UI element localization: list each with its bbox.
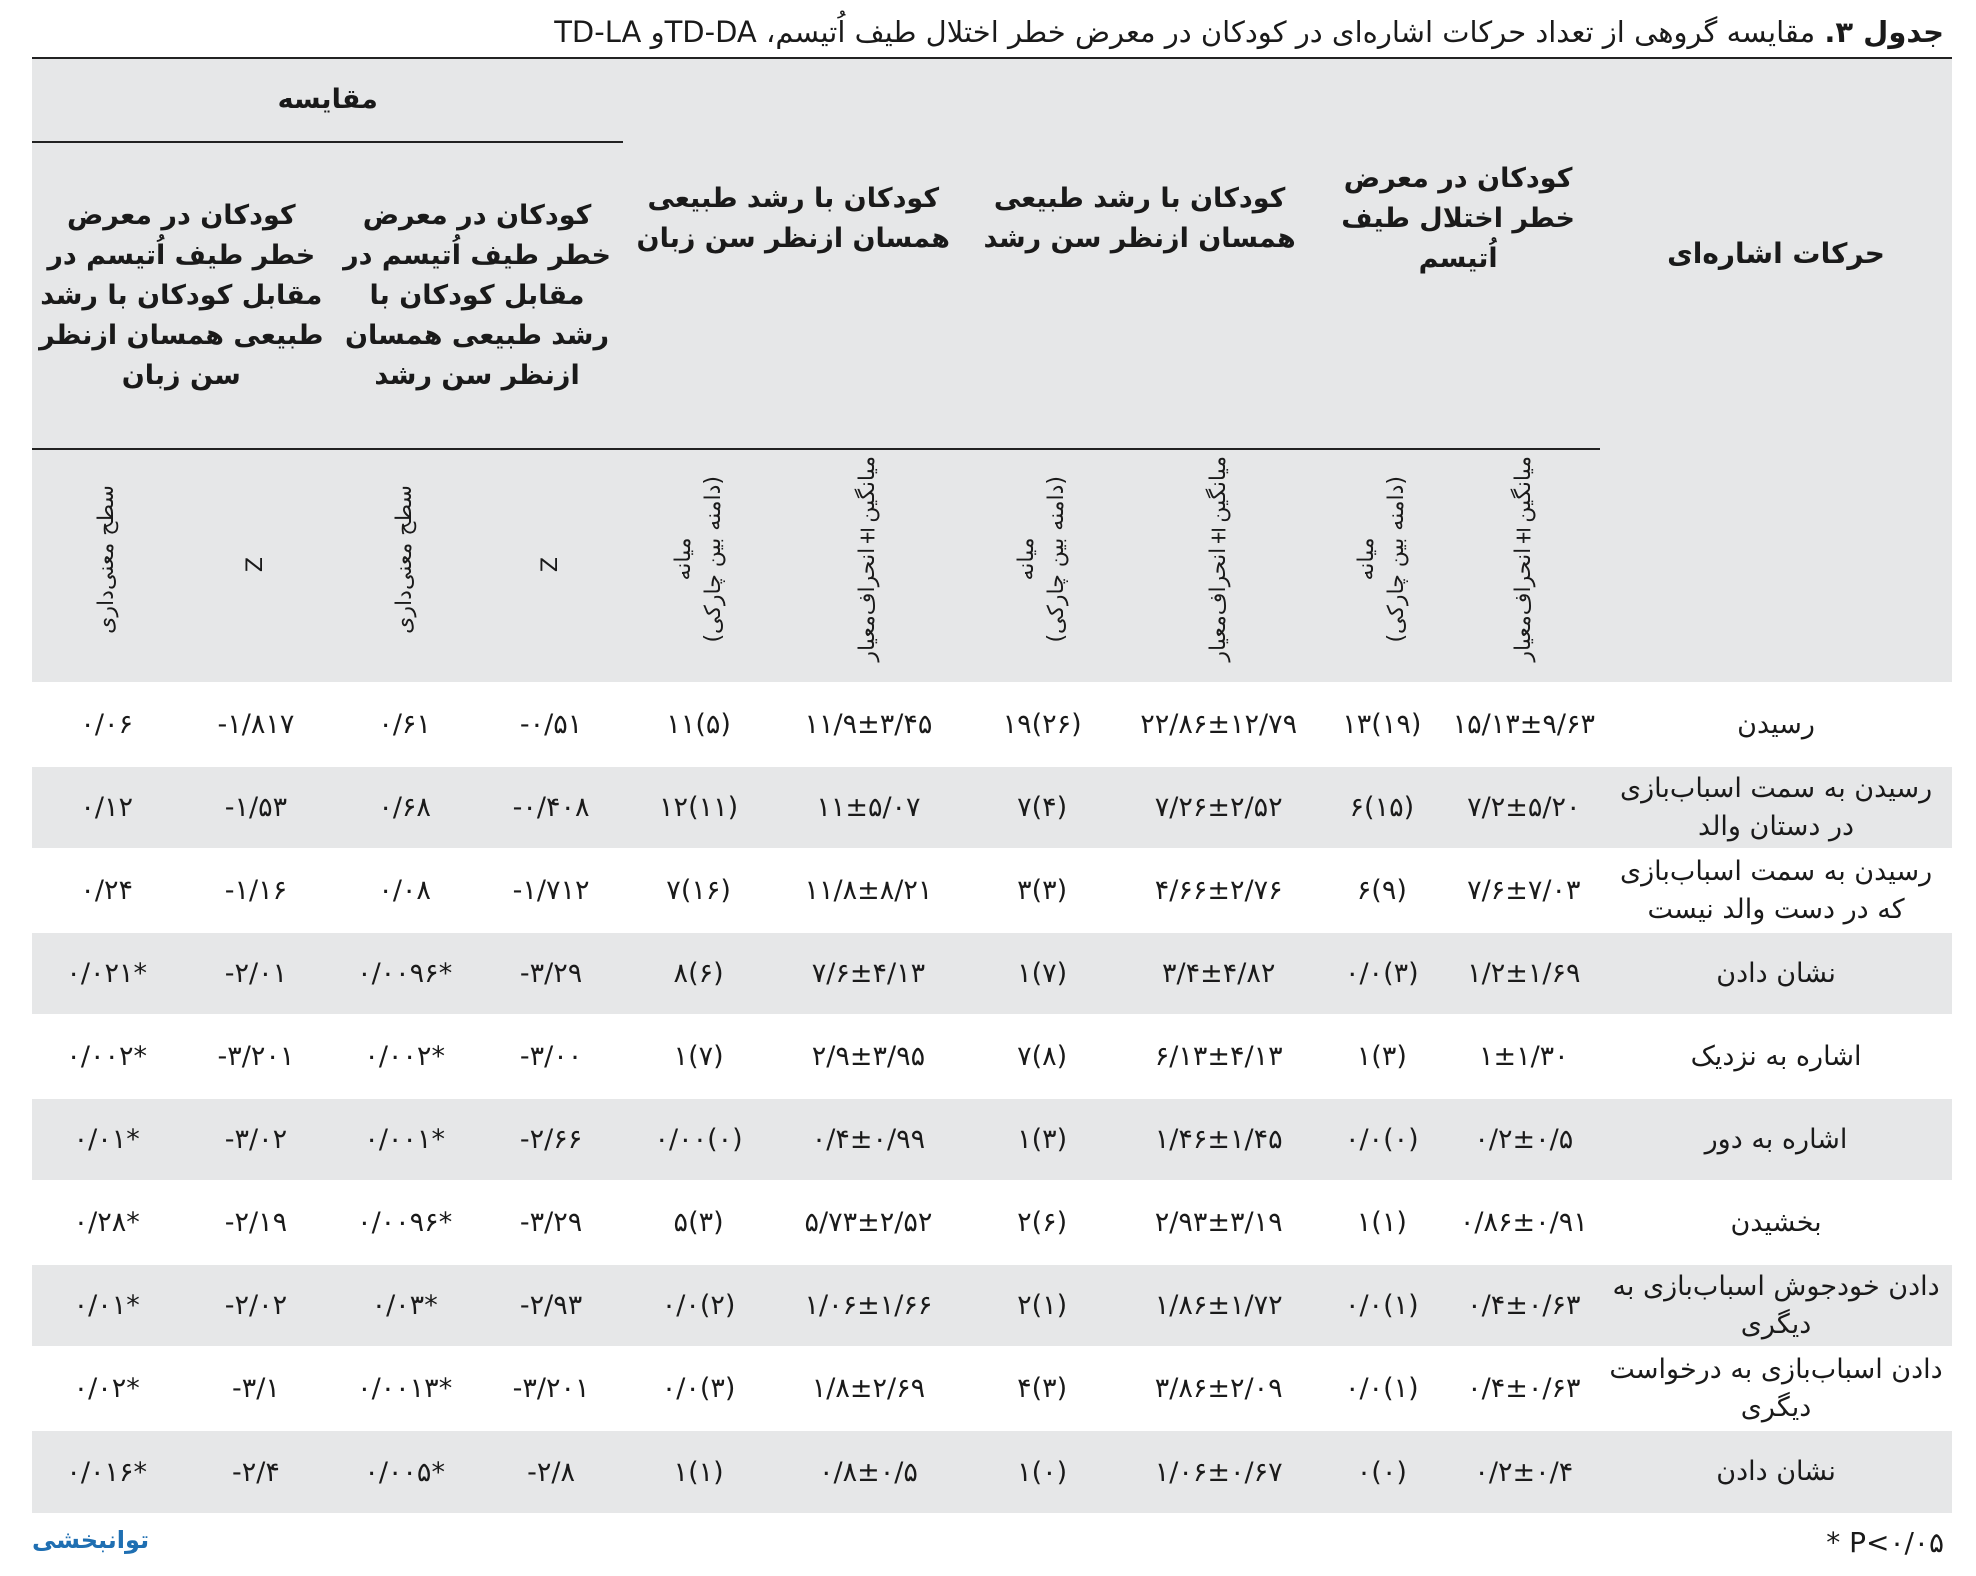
- group-header-asd: [1316, 58, 1600, 449]
- caption-prefix: جدول ۳.: [1824, 15, 1944, 49]
- table-body: [32, 683, 1952, 1513]
- group-header-td-la: [623, 58, 963, 449]
- cell-p2: ۰/۱۲: [32, 766, 181, 849]
- cell-la-mean: ۰/۸±۰/۵: [774, 1430, 963, 1513]
- cell-asd-med: (۱)۰/۰: [1316, 1347, 1447, 1430]
- cell-p2: *۰/۰۱: [32, 1098, 181, 1181]
- col-p1: سطح معنی‌داری: [391, 484, 417, 634]
- col-tdda-mean: میانگین±انحراف‌معیار: [1121, 449, 1316, 683]
- cell-p1: ۰/۰۸: [331, 849, 479, 932]
- cell-z1: ۳/۲۹-: [479, 932, 624, 1015]
- cell-la-med: (۵)۱۱: [623, 683, 773, 766]
- cell-label: بخشیدن: [1600, 1181, 1952, 1264]
- cell-z2: ۲/۰۱-: [181, 932, 330, 1015]
- cell-z2: ۲/۰۲-: [181, 1264, 330, 1347]
- cell-p1: *۰/۰۰۵: [331, 1430, 479, 1513]
- comparison-asd-vs-tdda: کودکان در معرض خطر طیف اُتیسم در مقابل کودکان با رشد طبیعی همسان ازنظر سن رشد: [331, 142, 624, 449]
- table-row: [32, 683, 1952, 766]
- cell-z2: ۲/۱۹-: [181, 1181, 330, 1264]
- cell-da-mean: ۳/۸۶±۲/۰۹: [1121, 1347, 1316, 1430]
- cell-z1: ۲/۶۶-: [479, 1098, 624, 1181]
- cell-z1: ۲/۸-: [479, 1430, 624, 1513]
- cell-asd-med: (۱)۰/۰: [1316, 1264, 1447, 1347]
- col-tdla-mean: میانگین±انحراف‌معیار: [774, 449, 963, 683]
- cell-z1: ۱/۷۱۲-: [479, 849, 624, 932]
- col-tdda-median: میانه (دامنه بین چارکی): [963, 449, 1121, 683]
- cell-da-med: (۸)۷: [963, 1015, 1121, 1098]
- cell-da-med: (۷)۱: [963, 932, 1121, 1015]
- cell-da-med: (۳)۱: [963, 1098, 1121, 1181]
- cell-asd-med: (۰)۰: [1316, 1430, 1447, 1513]
- cell-la-mean: ۰/۴±۰/۹۹: [774, 1098, 963, 1181]
- cell-da-mean: ۱/۰۶±۰/۶۷: [1121, 1430, 1316, 1513]
- cell-z2: ۱/۱۶-: [181, 849, 330, 932]
- cell-p2: ۰/۲۴: [32, 849, 181, 932]
- cell-label: نشان دادن: [1600, 1430, 1952, 1513]
- cell-asd-mean: ۷/۶±۷/۰۳: [1448, 849, 1601, 932]
- cell-da-mean: ۱/۴۶±۱/۴۵: [1121, 1098, 1316, 1181]
- cell-label: نشان دادن: [1600, 932, 1952, 1015]
- cell-z1: ۲/۹۳-: [479, 1264, 624, 1347]
- cell-la-med: (۲)۰/۰: [623, 1264, 773, 1347]
- cell-la-med: (۳)۵: [623, 1181, 773, 1264]
- cell-label: دادن خودجوش اسباب‌بازی به دیگری: [1600, 1264, 1952, 1347]
- cell-label: رسیدن به سمت اسباب‌بازی که در دست والد نیست: [1600, 849, 1952, 932]
- cell-asd-mean: ۰/۲±۰/۵: [1448, 1098, 1601, 1181]
- cell-label: رسیدن: [1600, 683, 1952, 766]
- cell-la-med: (۱۱)۱۲: [623, 766, 773, 849]
- cell-da-mean: ۱/۸۶±۱/۷۲: [1121, 1264, 1316, 1347]
- cell-la-mean: ۱۱±۵/۰۷: [774, 766, 963, 849]
- cell-z2: ۱/۸۱۷-: [181, 683, 330, 766]
- cell-z1: ۳/۲۰۱-: [479, 1347, 624, 1430]
- table-row: [32, 849, 1952, 932]
- cell-z2: ۳/۰۲-: [181, 1098, 330, 1181]
- col-z1: Z: [538, 556, 564, 572]
- cell-la-mean: ۱/۸±۲/۶۹: [774, 1347, 963, 1430]
- cell-label: اشاره به دور: [1600, 1098, 1952, 1181]
- cell-asd-med: (۱۹)۱۳: [1316, 683, 1447, 766]
- cell-asd-med: (۱۵)۶: [1316, 766, 1447, 849]
- cell-asd-med: (۰)۰/۰: [1316, 1098, 1447, 1181]
- cell-la-mean: ۷/۶±۴/۱۳: [774, 932, 963, 1015]
- significance-note: * P<۰/۰۵: [1826, 1526, 1944, 1559]
- table-footer: [32, 1526, 1944, 1566]
- cell-asd-med: (۳)۰/۰: [1316, 932, 1447, 1015]
- cell-asd-mean: ۱۵/۱۳±۹/۶۳: [1448, 683, 1601, 766]
- cell-la-mean: ۱/۰۶±۱/۶۶: [774, 1264, 963, 1347]
- cell-da-mean: ۴/۶۶±۲/۷۶: [1121, 849, 1316, 932]
- cell-asd-mean: ۰/۴±۰/۶۳: [1448, 1347, 1601, 1430]
- group-td-la-text: کودکان با رشد طبیعی همسان ازنظر سن زبان: [636, 182, 950, 254]
- col-p2: سطح معنی‌داری: [93, 484, 119, 634]
- col-asd-mean: میانگین±انحراف‌معیار: [1448, 449, 1601, 683]
- cell-p2: *۰/۰۱: [32, 1264, 181, 1347]
- cell-p2: *۰/۲۸: [32, 1181, 181, 1264]
- cell-asd-mean: ۷/۲±۵/۲۰: [1448, 766, 1601, 849]
- cell-asd-mean: ۰/۴±۰/۶۳: [1448, 1264, 1601, 1347]
- cell-z2: ۱/۵۳-: [181, 766, 330, 849]
- cell-asd-mean: ۰/۸۶±۰/۹۱: [1448, 1181, 1601, 1264]
- cell-da-med: (۶)۲: [963, 1181, 1121, 1264]
- cell-da-mean: ۲/۹۳±۳/۱۹: [1121, 1181, 1316, 1264]
- cell-la-mean: ۱۱/۹±۳/۴۵: [774, 683, 963, 766]
- col-z2: Z: [242, 556, 268, 572]
- journal-logo: توانبخشی: [32, 1526, 150, 1554]
- cell-p2: *۰/۰۲۱: [32, 932, 181, 1015]
- cell-la-mean: ۵/۷۳±۲/۵۲: [774, 1181, 963, 1264]
- cell-z1: ۰/۵۱-: [479, 683, 624, 766]
- cell-p2: *۰/۰۰۲: [32, 1015, 181, 1098]
- comparison-asd-vs-tdla: کودکان در معرض خطر طیف اُتیسم در مقابل کودکان با رشد طبیعی همسان ازنظر سن زبان: [32, 142, 331, 449]
- cell-p1: *۰/۰۰۱۳: [331, 1347, 479, 1430]
- caption-text: مقایسه گروهی از تعداد حرکات اشاره‌ای در کودکان در معرض خطر اختلال طیف اُتیسم، TD-DAو TD-LA: [554, 15, 1825, 49]
- cell-da-mean: ۲۲/۸۶±۱۲/۷۹: [1121, 683, 1316, 766]
- cell-z1: ۰/۴۰۸-: [479, 766, 624, 849]
- cell-asd-mean: ۰/۲±۰/۴: [1448, 1430, 1601, 1513]
- cell-la-med: (۷)۱: [623, 1015, 773, 1098]
- cell-la-med: (۶)۸: [623, 932, 773, 1015]
- table-row: [32, 1264, 1952, 1347]
- cell-la-med: (۰)۰/۰۰: [623, 1098, 773, 1181]
- table-header: [32, 58, 1952, 683]
- table-row: [32, 1430, 1952, 1513]
- cell-p2: ۰/۰۶: [32, 683, 181, 766]
- cell-label: اشاره به نزدیک: [1600, 1015, 1952, 1098]
- table-row: [32, 932, 1952, 1015]
- cell-z2: ۳/۲۰۱-: [181, 1015, 330, 1098]
- group-asd-text: کودکان در معرض خطر اختلال طیف اُتیسم: [1341, 162, 1575, 274]
- cell-p1: *۰/۰۳: [331, 1264, 479, 1347]
- cell-p2: *۰/۰۲: [32, 1347, 181, 1430]
- table-row: [32, 1347, 1952, 1430]
- group-td-da-text: کودکان با رشد طبیعی همسان ازنظر سن رشد: [983, 182, 1296, 254]
- cell-p1: *۰/۰۰۹۶: [331, 932, 479, 1015]
- table-row: [32, 1181, 1952, 1264]
- results-table: [32, 57, 1952, 1513]
- cell-da-mean: ۷/۲۶±۲/۵۲: [1121, 766, 1316, 849]
- cell-la-med: (۳)۰/۰: [623, 1347, 773, 1430]
- cell-z2: ۳/۱-: [181, 1347, 330, 1430]
- cell-da-mean: ۳/۴±۴/۸۲: [1121, 932, 1316, 1015]
- table-row: [32, 1098, 1952, 1181]
- cell-asd-med: (۱)۱: [1316, 1181, 1447, 1264]
- row-header-blank: [1600, 449, 1952, 683]
- cell-z2: ۲/۴-: [181, 1430, 330, 1513]
- cell-asd-med: (۳)۱: [1316, 1015, 1447, 1098]
- comparison-header: مقایسه: [32, 58, 623, 142]
- cell-p1: *۰/۰۰۲: [331, 1015, 479, 1098]
- cell-z1: ۳/۲۹-: [479, 1181, 624, 1264]
- cell-da-med: (۴)۷: [963, 766, 1121, 849]
- cell-asd-med: (۹)۶: [1316, 849, 1447, 932]
- cell-p1: ۰/۶۸: [331, 766, 479, 849]
- cell-asd-mean: ۱±۱/۳۰: [1448, 1015, 1601, 1098]
- cell-z1: ۳/۰۰-: [479, 1015, 624, 1098]
- cell-la-med: (۱۶)۷: [623, 849, 773, 932]
- cell-p1: *۰/۰۰۹۶: [331, 1181, 479, 1264]
- cell-la-mean: ۱۱/۸±۸/۲۱: [774, 849, 963, 932]
- cell-label: دادن اسباب‌بازی به درخواست دیگری: [1600, 1347, 1952, 1430]
- col-asd-median: میانه (دامنه بین چارکی): [1316, 449, 1447, 683]
- cell-la-mean: ۲/۹±۳/۹۵: [774, 1015, 963, 1098]
- cell-da-med: (۰)۱: [963, 1430, 1121, 1513]
- table-row: [32, 766, 1952, 849]
- cell-label: رسیدن به سمت اسباب‌بازی در دستان والد: [1600, 766, 1952, 849]
- cell-la-med: (۱)۱: [623, 1430, 773, 1513]
- group-header-td-da: [963, 58, 1316, 449]
- cell-asd-mean: ۱/۲±۱/۶۹: [1448, 932, 1601, 1015]
- cell-da-med: (۳)۳: [963, 849, 1121, 932]
- cell-da-med: (۳)۴: [963, 1347, 1121, 1430]
- table-caption: [32, 10, 1944, 54]
- row-header-label: حرکات اشاره‌ای: [1667, 237, 1885, 270]
- col-tdla-median: میانه (دامنه بین چارکی): [623, 449, 773, 683]
- cell-da-mean: ۶/۱۳±۴/۱۳: [1121, 1015, 1316, 1098]
- cell-p1: ۰/۶۱: [331, 683, 479, 766]
- cell-da-med: (۲۶)۱۹: [963, 683, 1121, 766]
- cell-p2: *۰/۰۱۶: [32, 1430, 181, 1513]
- cell-p1: *۰/۰۰۱: [331, 1098, 479, 1181]
- table-row: [32, 1015, 1952, 1098]
- cell-da-med: (۱)۲: [963, 1264, 1121, 1347]
